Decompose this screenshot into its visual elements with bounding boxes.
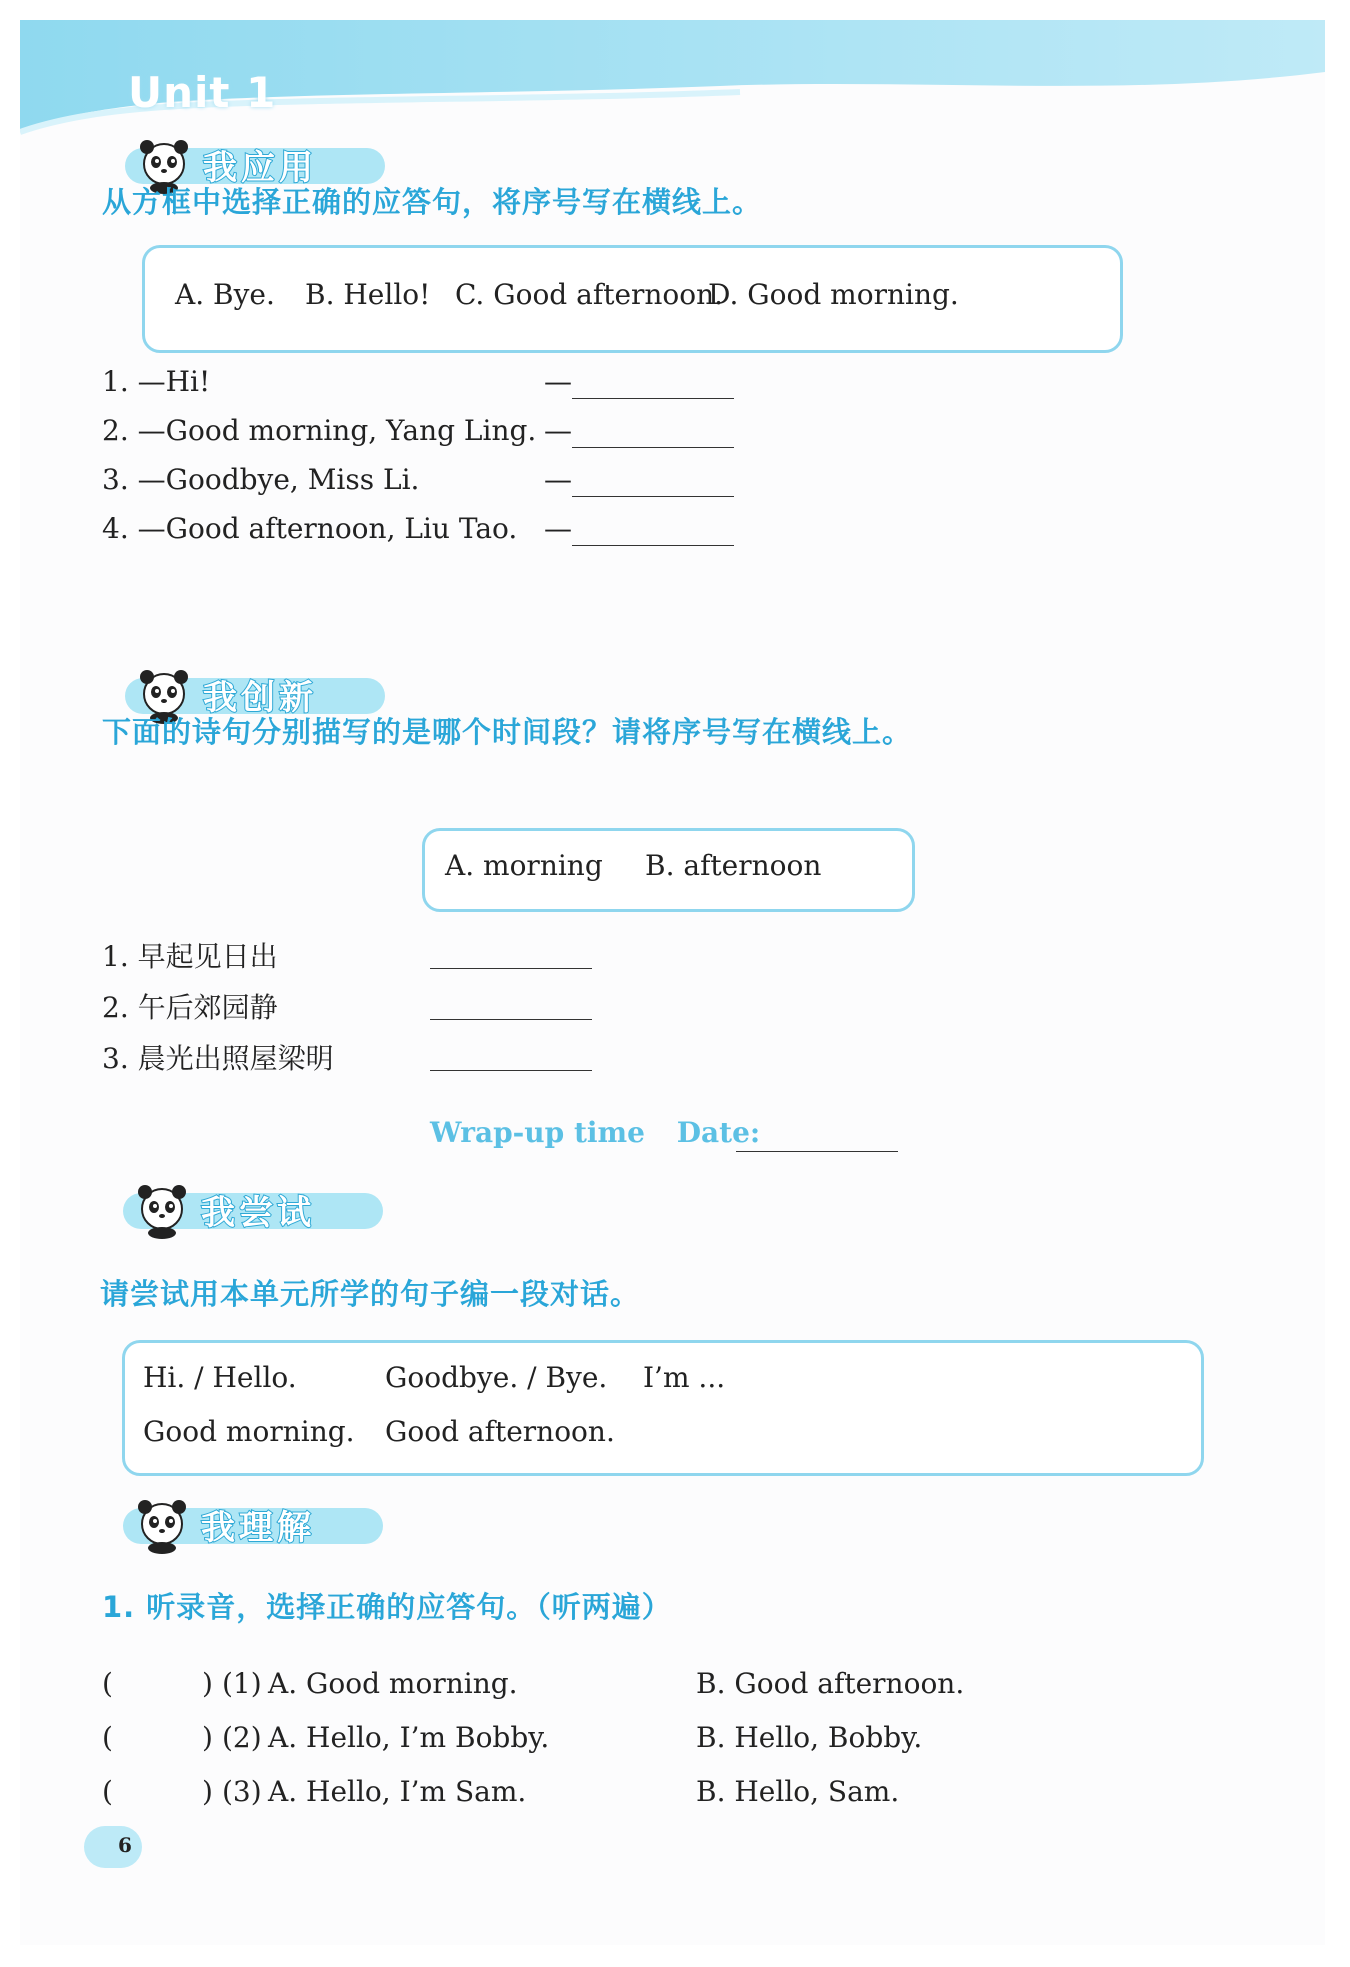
wrap-up-line bbox=[430, 1116, 760, 1149]
question-1: 1. —Hi! bbox=[102, 365, 211, 398]
paren-close: ) bbox=[202, 1667, 213, 1700]
page-number: 6 bbox=[118, 1833, 132, 1857]
paren-open: ( bbox=[102, 1721, 113, 1754]
item-number: (1) bbox=[222, 1667, 262, 1700]
answer-dash: — bbox=[544, 463, 572, 496]
instruction-understand: 1. 听录音，选择正确的应答句。（听两遍） bbox=[102, 1590, 672, 1624]
question-3: 3. —Goodbye, Miss Li. bbox=[102, 463, 420, 496]
answer-dash: — bbox=[544, 365, 572, 398]
answer-dash: — bbox=[544, 512, 572, 545]
poem-2: 2. 午后郊园静 bbox=[102, 991, 278, 1024]
unit-title: Unit 1 bbox=[128, 68, 277, 117]
options-box-apply bbox=[142, 245, 1123, 353]
date-label: Date: bbox=[676, 1116, 761, 1149]
panda-icon bbox=[131, 1496, 193, 1554]
section-title-apply: 我应用 bbox=[203, 148, 317, 188]
answer-dash: — bbox=[544, 414, 572, 447]
instruction-create: 下面的诗句分别描写的是哪个时间段？请将序号写在横线上。 bbox=[102, 715, 913, 749]
panda-icon bbox=[131, 1181, 193, 1239]
paren-close: ) bbox=[202, 1775, 213, 1808]
section-title-understand: 我理解 bbox=[201, 1508, 315, 1548]
choice-a[interactable]: A. Hello, I’m Sam. bbox=[268, 1775, 527, 1808]
phrase-goodbye-bye: Goodbye. / Bye. bbox=[385, 1361, 608, 1394]
answer-blank-2[interactable] bbox=[572, 447, 734, 448]
poem-blank-3[interactable] bbox=[430, 1070, 592, 1071]
poem-blank-2[interactable] bbox=[430, 1019, 592, 1020]
answer-blank-1[interactable] bbox=[572, 398, 734, 399]
poem-1: 1. 早起见日出 bbox=[102, 940, 278, 973]
paren-close: ) bbox=[202, 1721, 213, 1754]
options-box-create bbox=[422, 828, 915, 912]
page-number-pill bbox=[84, 1826, 142, 1868]
answer-blank-4[interactable] bbox=[572, 545, 734, 546]
paren-open: ( bbox=[102, 1667, 113, 1700]
answer-blank-3[interactable] bbox=[572, 496, 734, 497]
item-number: (3) bbox=[222, 1775, 262, 1808]
poem-blank-1[interactable] bbox=[430, 968, 592, 969]
phrase-good-afternoon: Good afternoon. bbox=[385, 1415, 615, 1448]
option-morning: A. morning bbox=[445, 849, 603, 882]
item-number: (2) bbox=[222, 1721, 262, 1754]
wrap-up-label: Wrap-up time bbox=[430, 1116, 645, 1149]
choice-a[interactable]: A. Good morning. bbox=[268, 1667, 518, 1700]
phrases-box-try bbox=[122, 1340, 1204, 1476]
instruction-apply: 从方框中选择正确的应答句，将序号写在横线上。 bbox=[102, 185, 763, 219]
poem-3: 3. 晨光出照屋梁明 bbox=[102, 1042, 334, 1075]
section-badge-try bbox=[123, 1183, 383, 1233]
date-blank[interactable] bbox=[736, 1151, 898, 1152]
choice-a[interactable]: A. Hello, I’m Bobby. bbox=[268, 1721, 550, 1754]
choice-b[interactable]: B. Hello, Bobby. bbox=[696, 1721, 923, 1754]
section-title-create: 我创新 bbox=[203, 678, 317, 718]
choice-b[interactable]: B. Good afternoon. bbox=[696, 1667, 965, 1700]
question-4: 4. —Good afternoon, Liu Tao. bbox=[102, 512, 518, 545]
choice-b[interactable]: B. Hello, Sam. bbox=[696, 1775, 900, 1808]
option-c: C. Good afternoon. bbox=[455, 278, 724, 311]
section-title-try: 我尝试 bbox=[201, 1193, 315, 1233]
section-badge-understand bbox=[123, 1498, 383, 1548]
option-b: B. Hello! bbox=[305, 278, 431, 311]
question-2: 2. —Good morning, Yang Ling. bbox=[102, 414, 537, 447]
phrase-im: I’m ... bbox=[643, 1361, 726, 1394]
option-d: D. Good morning. bbox=[708, 278, 959, 311]
option-afternoon: B. afternoon bbox=[645, 849, 822, 882]
phrase-good-morning: Good morning. bbox=[143, 1415, 355, 1448]
phrase-hi-hello: Hi. / Hello. bbox=[143, 1361, 297, 1394]
instruction-try: 请尝试用本单元所学的句子编一段对话。 bbox=[100, 1277, 641, 1311]
workbook-page bbox=[20, 20, 1325, 1945]
option-a: A. Bye. bbox=[175, 278, 275, 311]
paren-open: ( bbox=[102, 1775, 113, 1808]
